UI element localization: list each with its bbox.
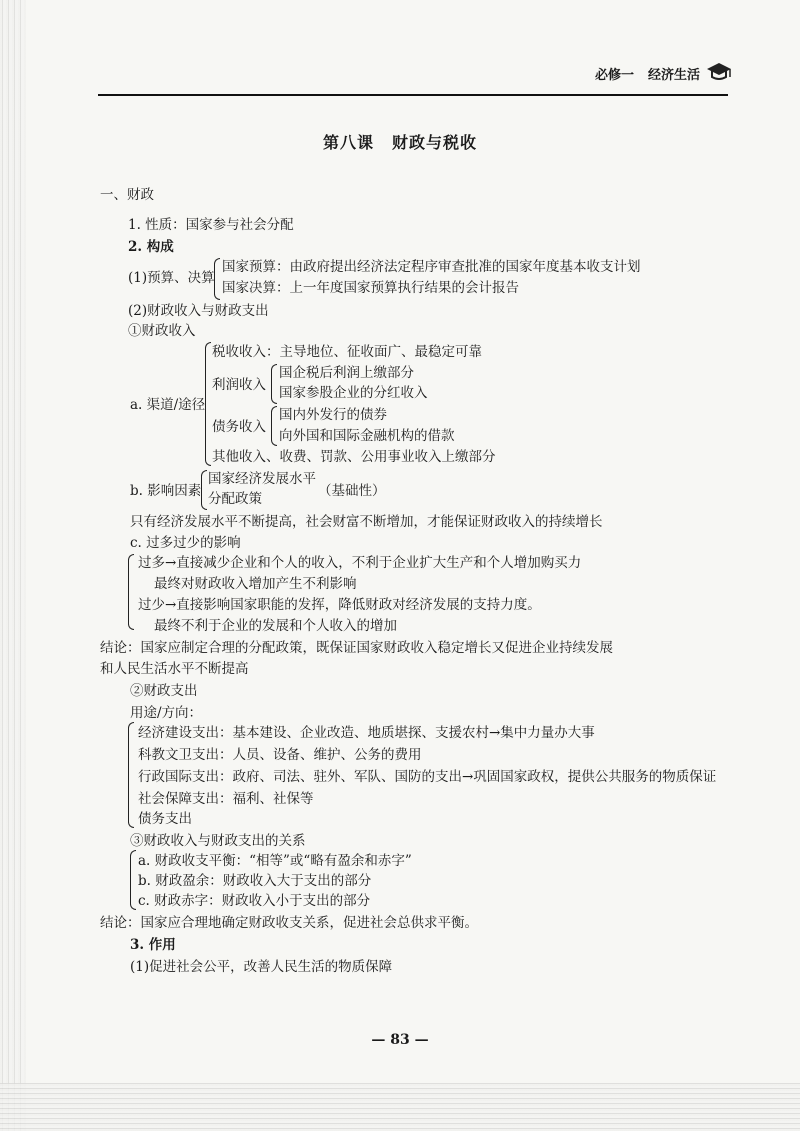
profit-item-2: 国家参股企业的分红收入 xyxy=(279,385,428,401)
revenue-heading: ①财政收入 xyxy=(128,323,196,339)
too-little: 过少→直接影响国家职能的发挥，降低财政对经济发展的支持力度。 xyxy=(138,597,541,613)
scan-edge-left xyxy=(0,0,26,1131)
budget-label: (1)预算、决算 xyxy=(128,270,215,286)
brace-too-much-little xyxy=(128,554,134,630)
only-if: 只有经济发展水平不断提高，社会财富不断增加，才能保证财政收入的持续增长 xyxy=(130,514,603,530)
exp-econ: 经济建设支出：基本建设、企业改造、地质堪探、支援农村→集中力量办大事 xyxy=(138,725,595,741)
header-rule xyxy=(98,94,728,96)
channels-label: a. 渠道/途径 xyxy=(130,397,206,413)
header-book: 必修一 xyxy=(594,68,634,83)
brace-debt xyxy=(271,406,277,446)
relation-a: a. 财政收支平衡：“相等”或“略有盈余和赤字” xyxy=(138,853,412,869)
graduation-cap-icon xyxy=(705,60,733,82)
too-much: 过多→直接减少企业和个人的收入，不利于企业扩大生产和个人增加购买力 xyxy=(138,555,582,571)
brace-expenditure xyxy=(128,722,134,828)
tax-revenue: 税收收入：主导地位、征收面广、最稳定可靠 xyxy=(212,344,482,360)
relation-b: b. 财政盈余：财政收入大于支出的部分 xyxy=(138,873,372,889)
header-subject: 经济生活 xyxy=(647,68,700,83)
relation-c: c. 财政赤字：财政收入小于支出的部分 xyxy=(138,893,371,909)
use-label: 用途/方向： xyxy=(130,705,203,721)
other-revenue: 其他收入、收费、罚款、公用事业收入上缴部分 xyxy=(212,449,496,465)
factors-label: b. 影响因素 xyxy=(130,483,202,499)
section-heading: 一、财政 xyxy=(100,187,154,203)
profit-label: 利润收入 xyxy=(212,377,266,393)
exp-admin: 行政国际支出：政府、司法、驻外、军队、国防的支出→巩固国家政权，提供公共服务的物质保证 xyxy=(138,769,717,785)
debt-label: 债务收入 xyxy=(212,419,266,435)
exp-social: 社会保障支出：福利、社保等 xyxy=(138,791,314,807)
scan-edge-bottom xyxy=(0,1083,800,1131)
too-much-result: 最终对财政收入增加产生不利影响 xyxy=(154,576,357,592)
exp-sci: 科教文卫支出：人员、设备、维护、公务的费用 xyxy=(138,747,422,763)
factor-note: （基础性） xyxy=(318,483,386,499)
page-title xyxy=(0,130,800,153)
exp-debt: 债务支出 xyxy=(138,811,192,827)
brace-budget xyxy=(214,258,220,300)
conclusion-revenue-1: 结论：国家应制定合理的分配政策，既保证国家财政收入稳定增长又促进企业持续发展 xyxy=(100,640,613,656)
profit-item-1: 国企税后利润上缴部分 xyxy=(279,365,414,381)
function-heading: 3. 作用 xyxy=(130,937,176,953)
factor-1: 国家经济发展水平 xyxy=(208,471,316,487)
debt-item-1: 国内外发行的债券 xyxy=(279,407,387,423)
brace-channels xyxy=(205,342,211,466)
conclusion-revenue-2: 和人民生活水平不断提高 xyxy=(100,661,249,677)
lesson-number: 第八课 xyxy=(322,133,374,152)
running-header xyxy=(595,64,700,83)
brace-factors xyxy=(201,470,207,510)
function-item-1: (1)促进社会公平，改善人民生活的物质保障 xyxy=(130,959,393,975)
final-accounts-def: 国家决算：上一年度国家预算执行结果的会计报告 xyxy=(222,280,519,296)
expenditure-heading: ②财政支出 xyxy=(130,683,198,699)
lesson-topic: 财政与税收 xyxy=(392,133,478,152)
budget-def: 国家预算：由政府提出经济法定程序审查批准的国家年度基本收支计划 xyxy=(222,259,641,275)
relation-heading: ③财政收入与财政支出的关系 xyxy=(130,833,306,849)
conclusion-relation: 结论：国家应合理地确定财政收支关系，促进社会总供求平衡。 xyxy=(100,915,478,931)
composition-heading: 2. 构成 xyxy=(128,239,174,255)
too-little-result: 最终不利于企业的发展和个人收入的增加 xyxy=(154,618,397,634)
factor-2: 分配政策 xyxy=(208,491,262,507)
debt-item-2: 向外国和国际金融机构的借款 xyxy=(279,428,455,444)
brace-relation xyxy=(130,850,136,910)
nature: 1. 性质：国家参与社会分配 xyxy=(128,217,294,233)
too-much-heading: c. 过多过少的影响 xyxy=(130,535,241,551)
page-number: — 83 — xyxy=(371,1032,429,1048)
brace-profit xyxy=(271,364,277,404)
rev-exp-heading: (2)财政收入与财政支出 xyxy=(128,303,269,319)
